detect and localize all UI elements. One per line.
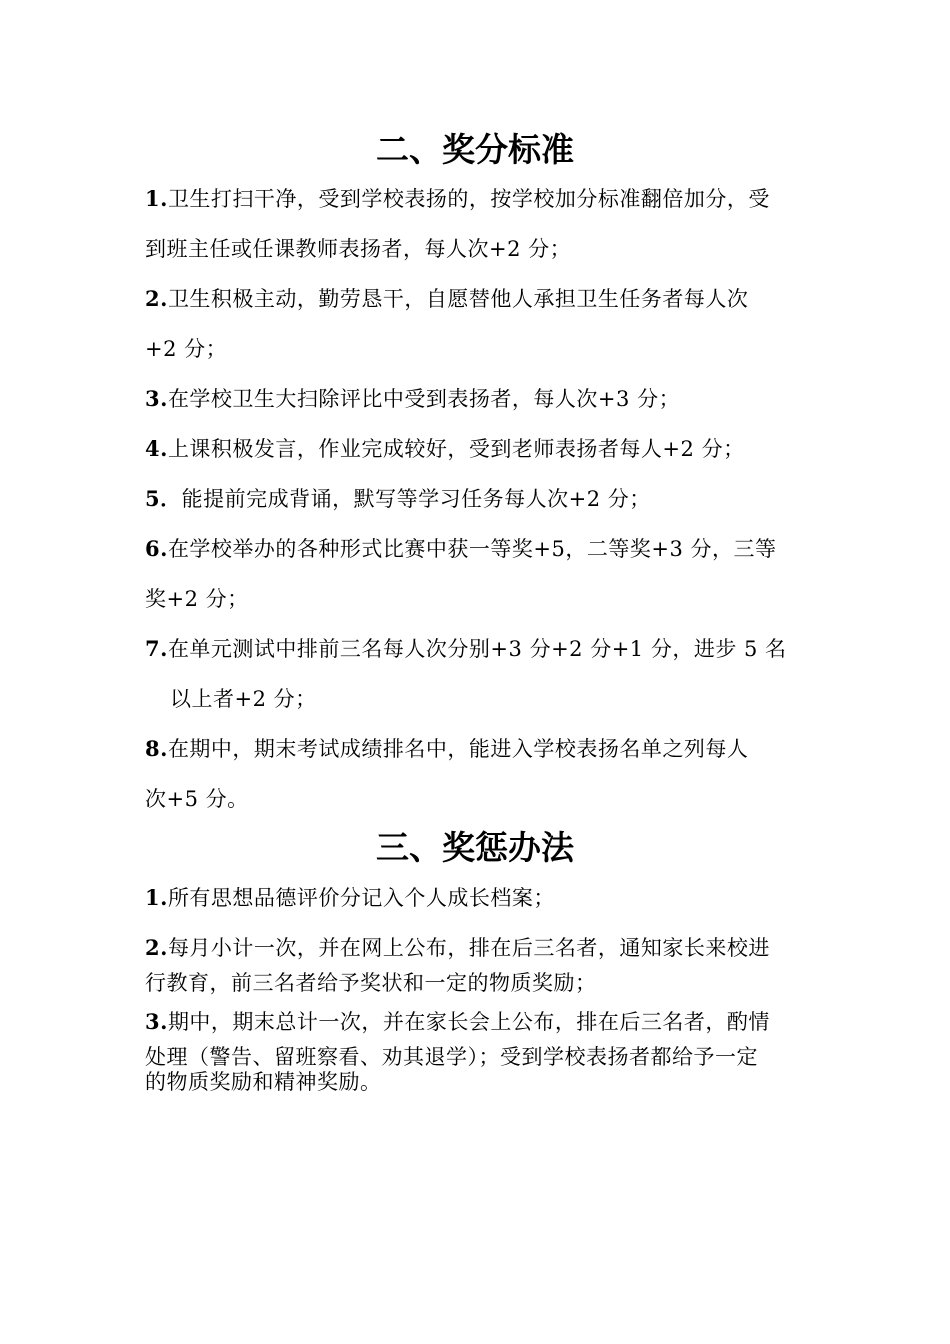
reward-item-1-line-2: 到班主任或任课教师表扬者，每人次+2 分； (145, 237, 572, 261)
reward-item-2-line-2: +2 分； (145, 337, 228, 361)
reward-item-4: 4.上课积极发言，作业完成较好，受到老师表扬者每人+2 分； (145, 436, 745, 461)
reward-item-7-line-1: 7.在单元测试中排前三名每人次分别+3 分+2 分+1 分，进步 5 名 (145, 636, 787, 661)
reward-item-1-line-1: 1.卫生打扫干净，受到学校表扬的，按学校加分标准翻倍加分，受 (145, 186, 770, 211)
reward-item-8-line-2: 次+5 分。 (145, 787, 249, 811)
reward-item-5: 5．能提前完成背诵，默写等学习任务每人次+2 分； (145, 486, 651, 511)
reward-item-7-line-2: 以上者+2 分； (170, 687, 317, 711)
reward-item-6-line-1: 6.在学校举办的各种形式比赛中获一等奖+5，二等奖+3 分，三等 (145, 536, 777, 561)
method-item-3-line-1: 3.期中，期末总计一次，并在家长会上公布，排在后三名者，酌情 (145, 1009, 770, 1034)
method-item-2-line-1: 2.每月小计一次，并在网上公布，排在后三名者，通知家长来校进 (145, 935, 770, 960)
reward-item-6-line-2: 奖+2 分； (145, 587, 249, 611)
method-item-2-line-2: 行教育，前三名者给予奖状和一定的物质奖励； (145, 971, 597, 995)
method-item-3-line-3: 的物质奖励和精神奖励。 (145, 1070, 382, 1094)
section-title-reward-standards: 二、奖分标准 (376, 130, 574, 169)
method-item-3-line-2: 处理（警告、留班察看、劝其退学）；受到学校表扬者都给予一定 (145, 1045, 758, 1069)
section-title-reward-punishment: 三、奖惩办法 (376, 828, 574, 867)
reward-item-2-line-1: 2.卫生积极主动，勤劳恳干，自愿替他人承担卫生任务者每人次 (145, 286, 749, 311)
reward-item-3: 3.在学校卫生大扫除评比中受到表扬者，每人次+3 分； (145, 386, 681, 411)
reward-item-8-line-1: 8.在期中，期末考试成绩排名中，能进入学校表扬名单之列每人 (145, 736, 749, 761)
method-item-1: 1.所有思想品德评价分记入个人成长档案； (145, 885, 555, 910)
